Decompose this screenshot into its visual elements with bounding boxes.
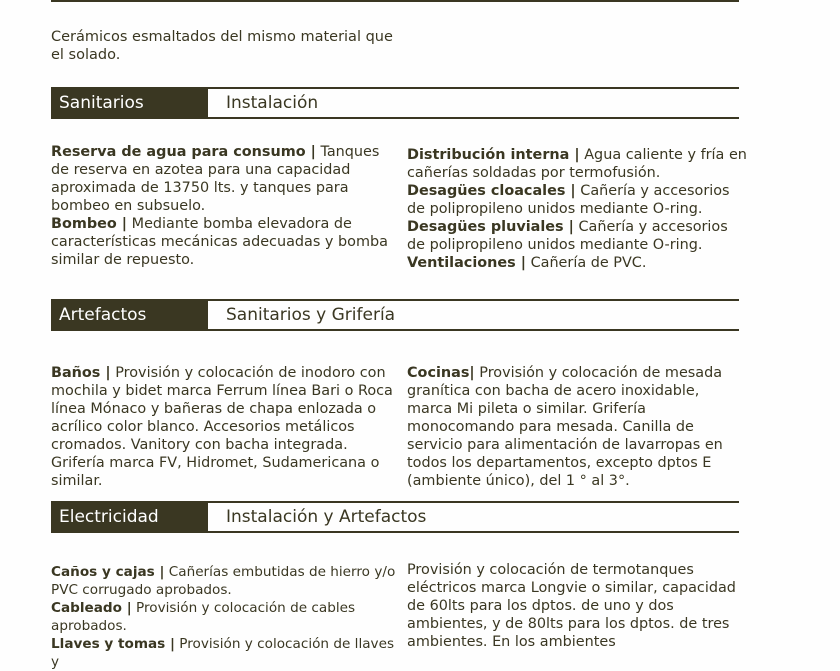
paragraph <box>407 218 747 254</box>
term: Distribución interna | <box>407 147 580 163</box>
paragraph <box>51 635 396 671</box>
text: Provisión y colocación de mesada granítica con bacha de acero inoxidable, marca Mi pileta o similar. Grifería monocomando para mesada. Canilla de servicio para alimentación de lavarropas en todos los departamentos, excepto dptos E (ambiente único), del 1 ° al 3°. <box>407 365 723 489</box>
text: Tanques de reserva en azotea para una capacidad aproximada de 13750 lts. y tanques para bombeo en subsuelo. <box>51 144 380 214</box>
term: Caños y cajas | <box>51 564 165 580</box>
electricidad-left-column <box>51 563 396 671</box>
section-title: Artefactos <box>51 299 208 331</box>
term: Ventilaciones | <box>407 255 526 271</box>
paragraph <box>51 215 396 269</box>
term: Cableado | <box>51 600 132 616</box>
paragraph <box>407 182 747 218</box>
paragraph <box>407 254 747 272</box>
section-subtitle: Instalación y Artefactos <box>226 507 427 527</box>
intro-text: Cerámicos esmaltados del mismo material que el solado. <box>51 29 393 63</box>
section-header-artefactos <box>51 299 739 331</box>
electricidad-right-column <box>407 561 747 651</box>
term: Cocinas| <box>407 365 475 381</box>
section-subtitle: Instalación <box>226 93 319 113</box>
section-title: Sanitarios <box>51 87 208 119</box>
paragraph <box>51 143 396 215</box>
term: Desagües pluviales | <box>407 219 574 235</box>
paragraph <box>51 563 396 599</box>
section-header-sanitarios <box>51 87 739 119</box>
sanitarios-right-column <box>407 146 747 272</box>
text: Cañerías embutidas de hierro y/o PVC corrugado aprobados. <box>51 564 396 598</box>
text: Mediante bomba elevadora de características mecánicas adecuadas y bomba similar de repuesto. <box>51 216 388 268</box>
paragraph <box>407 364 747 490</box>
paragraph <box>407 561 747 651</box>
text: Provisión y colocación de cables aprobados. <box>51 600 356 634</box>
text: Cañería de PVC. <box>526 255 647 271</box>
text: Provisión y colocación de llaves y <box>51 636 395 670</box>
top-rule <box>51 0 739 2</box>
artefactos-right-column <box>407 364 747 490</box>
term: Baños | <box>51 365 111 381</box>
artefactos-left-column <box>51 364 396 490</box>
term: Desagües cloacales | <box>407 183 576 199</box>
sanitarios-left-column <box>51 143 396 269</box>
text: Cañería y accesorios de polipropileno unidos mediante O-ring. <box>407 219 728 253</box>
text: Provisión y colocación de inodoro con mochila y bidet marca Ferrum línea Bari o Roca línea Mónaco y bañeras de chapa enlozada o acrílico color blanco. Accesorios metálicos cromados. Vanitory con bacha integrada. Grifería marca FV, Hidromet, Sudamericana o similar. <box>51 365 393 489</box>
term: Bombeo | <box>51 216 128 232</box>
section-subtitle: Sanitarios y Grifería <box>226 305 396 325</box>
text: Provisión y colocación de termotanques eléctricos marca Longvie o similar, capacidad de 60lts para los dptos. de uno y dos ambientes, y de 80lts para los dptos. de tres ambientes. En los ambientes <box>407 562 736 650</box>
text: Agua caliente y fría en cañerías soldadas por termofusión. <box>407 147 747 181</box>
paragraph <box>51 364 396 490</box>
paragraph <box>407 146 747 182</box>
section-title: Electricidad <box>51 501 208 533</box>
term: Reserva de agua para consumo | <box>51 144 316 160</box>
section-header-electricidad <box>51 501 739 533</box>
text: Cañería y accesorios de polipropileno unidos mediante O-ring. <box>407 183 730 217</box>
term: Llaves y tomas | <box>51 636 175 652</box>
